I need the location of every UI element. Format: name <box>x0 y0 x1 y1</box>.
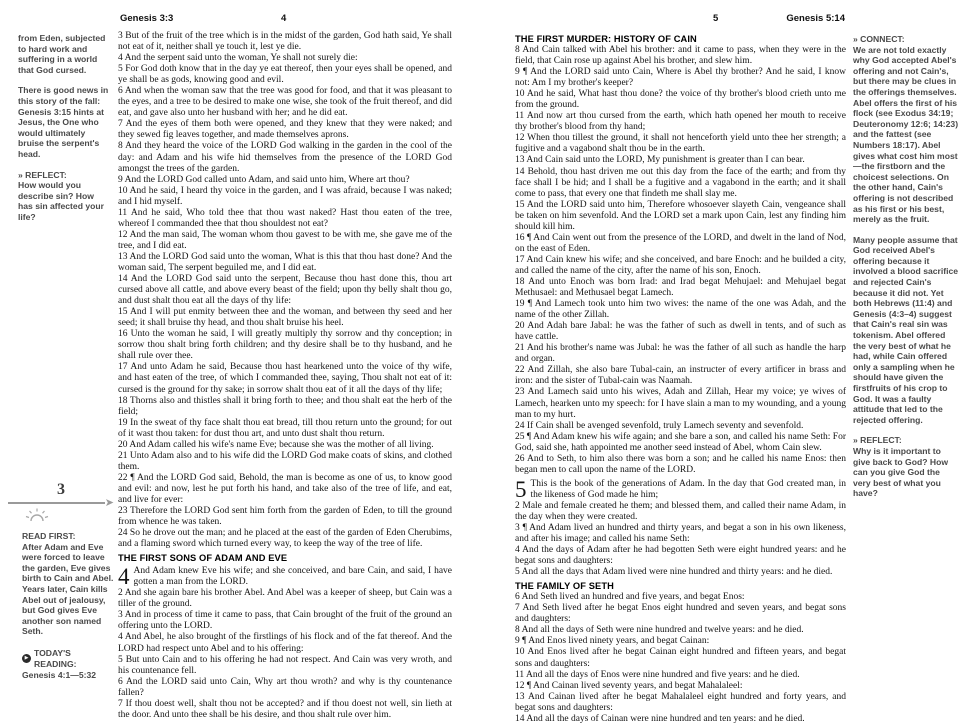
verse: 4 And the serpent said unto the woman, Ye shall not surely die: <box>118 53 358 64</box>
verse: 21 Unto Adam also and to his wife did the LORD God make coats of skins, and clothed them. <box>118 450 452 472</box>
verse: 18 And unto Enoch was born Irad: and Irad begat Mehujael: and Mehujael begat Methusael: and Methusael begat Lamech. <box>515 276 846 299</box>
verse: 10 And he said, What hast thou done? the voice of thy brother's blood crieth unto me from the ground. <box>515 89 846 111</box>
verse: 11 And he said, Who told thee that thou wast naked? Hast thou eaten of the tree, whereof I commanded thee that thou shouldest not eat? <box>118 207 452 229</box>
margin-note: Why is it important to give back to God? How can you give God the very best of what you have? <box>853 445 949 499</box>
verse: 2 And she again bare his brother Abel. And Abel was a keeper of sheep, but Cain was a tiller of the ground. <box>118 588 452 610</box>
verse: 7 And Seth lived after he begat Enos eight hundred and seven years, and begat sons and daughters: <box>515 603 846 625</box>
reading-day-marker <box>8 481 114 509</box>
verse: 23 And Lamech said unto his wives, Adah and Zillah, Hear my voice; ye wives of Lamech, hearken unto my speech: for I have slain a man to my wounding, and a young man to my hurt. <box>515 387 846 420</box>
margin-note: from Eden, subjected to hard work and suffering in a world that God cursed. <box>18 33 106 75</box>
todays-reading-row <box>22 647 114 669</box>
sunrise-icon <box>24 508 50 522</box>
left-margin-notes <box>18 33 110 233</box>
margin-note: Many people assume that God received Abel's offering because it involved a blood sacrifice and rejected Cain's because it did not. Yet both Hebrews (11:4) and Genesis (4:3–4) suggest that Cain's real sin was tokenism. Abel offered the very best of what he had, while Cain offered only a sampling when he should have given the firstfruits of his crop to God. It was a faulty attitude that led to the rejected offering. <box>853 234 959 425</box>
verse: 10 And Enos lived after he begat Cainan eight hundred and fifteen years, and begat sons and daughters: <box>515 647 846 669</box>
verse: 6 And Seth lived an hundred and five years, and begat Enos: <box>515 592 745 603</box>
verse: 16 ¶ And Cain went out from the presence of the LORD, and dwelt in the land of Nod, on the east of Eden. <box>515 232 846 254</box>
verse: 15 And the LORD said unto him, Therefore whosoever slayeth Cain, vengeance shall be taken on him sevenfold. And the LORD set a mark upon Cain, lest any finding him should kill him. <box>515 199 846 232</box>
verse: 18 Thorns also and thistles shall it bring forth to thee; and thou shalt eat the herb of the field; <box>118 395 452 417</box>
verse: 11 And now art thou cursed from the earth, which hath opened her mouth to receive thy brother's blood from thy hand; <box>515 111 846 133</box>
margin-note-heading: » CONNECT: <box>853 34 905 44</box>
verse: 12 ¶ And Cainan lived seventy years, and begat Mahalaleel: <box>515 680 743 691</box>
verse: 5 But unto Cain and to his offering he had not respect. And Cain was very wroth, and his countenance fell. <box>118 654 452 676</box>
verse: 7 And the eyes of them both were opened, and they knew that they were naked; and they sewed fig leaves together, and made themselves aprons. <box>118 119 452 141</box>
left-scripture-column <box>118 31 452 721</box>
verse: 5 For God doth know that in the day ye eat thereof, then your eyes shall be opened, and ye shall be as gods, knowing good and evil. <box>118 64 452 86</box>
verse: 25 ¶ And Adam knew his wife again; and she bare a son, and called his name Seth: For God, said she, hath appointed me another seed instead of Abel, whom Cain slew. <box>515 431 846 453</box>
verse: 8 And all the days of Seth were nine hundred and twelve years: and he died. <box>515 625 804 636</box>
right-page-header-reference: Genesis 5:14 <box>786 13 845 24</box>
right-page-number: 5 <box>713 13 719 24</box>
divider-line <box>8 502 105 504</box>
left-page-header-reference: Genesis 3:3 <box>120 13 174 24</box>
verse: 2 Male and female created he them; and blessed them, and called their name Adam, in the day when they were created. <box>515 500 846 522</box>
play-circle-icon: ▶ <box>22 654 31 663</box>
verse: 22 ¶ And the LORD God said, Behold, the man is become as one of us, to know good and evil: and now, lest he put forth his hand, and take also of the tree of life, and eat, and live for ever: <box>118 472 452 505</box>
left-page-number: 4 <box>281 13 287 24</box>
arrow-right-icon: ➤ <box>104 496 114 509</box>
section-heading: THE FIRST MURDER: HISTORY OF CAIN <box>515 34 697 44</box>
todays-reading-label: TODAY'S READING: <box>34 647 77 669</box>
reading-day-rule <box>8 496 114 509</box>
chapter-number: 4 <box>118 564 130 590</box>
verse: 21 And his brother's name was Jubal: he was the father of all such as handle the harp and organ. <box>515 343 846 365</box>
read-first-text: After Adam and Eve were forced to leave the garden, Eve gives birth to Cain and Abel. Years later, Cain kills Abel out of jealousy, but God gives Eve another son named Seth. <box>22 541 114 637</box>
section-heading: THE FAMILY OF SETH <box>515 581 614 592</box>
verse: 24 So he drove out the man; and he placed at the east of the garden of Eden Cherubims, and a flaming sword which turned every way, to keep the way of the tree of life. <box>118 528 452 550</box>
verse: 4 And Abel, he also brought of the firstlings of his flock and of the fat thereof. And the LORD had respect unto Abel and to his offering: <box>118 632 452 654</box>
margin-note: We are not told exactly why God accepted Abel's offering and not Cain's, but there may be clues in the offerings themselves. Abel offers the first of his flock (see Exodus 34:19; Deuteronomy 12:6; 14:23) and the fattest (see Numbers 18:17). Abel gives what cost him most—the firstborn and the choicest selections. On the other hand, Cain's offering is not described as his first or his best, merely as the fruit. <box>853 44 959 225</box>
verse: 7 If thou doest well, shalt thou not be accepted? and if thou doest not well, sin lieth at the door. And unto thee shall be his desire, and thou shalt rule over him. <box>118 698 452 720</box>
verse: 19 In the sweat of thy face shalt thou eat bread, till thou return unto the ground; for out of it wast thou taken: for dust thou art, and unto dust shalt thou return. <box>118 417 452 439</box>
chapter-start: 5 This is the book of the generations of Adam. In the day that God created man, in the likeness of God made he him; <box>515 476 846 502</box>
margin-note: How would you describe sin? How has sin affected your life? <box>18 180 104 222</box>
verse: 3 And in process of time it came to pass, that Cain brought of the fruit of the ground an offering unto the LORD. <box>118 610 452 632</box>
margin-note: There is good news in this story of the fall: Genesis 3:15 hints at Jesus, the One who would ultimately bruise the serpent's head. <box>18 85 109 159</box>
verse: 14 And all the days of Cainan were nine hundred and ten years: and he died. <box>515 713 805 724</box>
verse: 9 And the LORD God called unto Adam, and said unto him, Where art thou? <box>118 174 410 185</box>
verse: 13 And the LORD God said unto the woman, What is this that thou hast done? And the woman said, The serpent beguiled me, and I did eat. <box>118 251 452 273</box>
verse: 17 And Cain knew his wife; and she conceived, and bare Enoch: and he builded a city, and called the name of the city, after the name of his son, Enoch. <box>515 254 846 276</box>
verse: 22 And Zillah, she also bare Tubal-cain, an instructer of every artificer in brass and iron: and the sister of Tubal-cain was Naamah. <box>515 365 846 387</box>
verse: 3 ¶ And Adam lived an hundred and thirty years, and begat a son in his own likeness, and after his image; and called his name Seth: <box>515 523 846 545</box>
verse: 15 And I will put enmity between thee and the woman, and between thy seed and her seed; it shall bruise thy head, and thou shalt bruise his heel. <box>118 307 452 329</box>
margin-note-heading: » REFLECT: <box>853 435 902 446</box>
verse: 6 And when the woman saw that the tree was good for food, and that it was pleasant to the eyes, and a tree to be desired to make one wise, she took of the fruit thereof, and did eat, and gave also unto her husband with her; and he did eat. <box>118 86 452 119</box>
verse: 4 And the days of Adam after he had begotten Seth were eight hundred years: and he begat sons and daughters: <box>515 545 846 567</box>
verse: 19 ¶ And Lamech took unto him two wives: the name of the one was Adah, and the name of the other Zillah. <box>515 299 846 321</box>
read-first-block <box>22 530 114 681</box>
verse: 16 Unto the woman he said, I will greatly multiply thy sorrow and thy conception; in sorrow thou shalt bring forth children; and thy desire shall be to thy husband, and he shall rule over thee. <box>118 329 452 362</box>
section-heading: THE FIRST SONS OF ADAM AND EVE <box>118 553 288 564</box>
verse: 12 When thou tillest the ground, it shall not henceforth yield unto thee her strength; a fugitive and a vagabond shalt thou be in the earth. <box>515 133 846 155</box>
verse: 17 And unto Adam he said, Because thou hast hearkened unto the voice of thy wife, and hast eaten of the tree, of which I commanded thee, saying, Thou shalt not eat of it: cursed is the ground for thy sake; in sorrow shalt thou eat of it all the days of thy life; <box>118 362 452 395</box>
right-scripture-column <box>515 31 846 725</box>
verse: 9 ¶ And Enos lived ninety years, and begat Cainan: <box>515 636 710 647</box>
right-margin-notes <box>853 33 959 509</box>
verse: 26 And to Seth, to him also there was born a son; and he called his name Enos: then began men to call upon the name of the LORD. <box>515 453 846 475</box>
verse: 9 ¶ And the LORD said unto Cain, Where is Abel thy brother? And he said, I know not: Am I my brother's keeper? <box>515 67 846 89</box>
todays-reading-reference: Genesis 4:1—5:32 <box>22 670 97 681</box>
verse: 11 And all the days of Enos were nine hundred and five years: and he died. <box>515 669 800 680</box>
margin-note-heading: » REFLECT: <box>18 169 67 180</box>
verse: 20 And Adam called his wife's name Eve; because she was the mother of all living. <box>118 439 434 450</box>
verse: 10 And he said, I heard thy voice in the garden, and I was afraid, because I was naked; and I hid myself. <box>118 185 452 207</box>
chapter-start: 4 And Adam knew Eve his wife; and she conceived, and bare Cain, and said, I have gotten a man from the LORD. <box>118 564 452 590</box>
read-first-heading: READ FIRST: <box>22 531 76 541</box>
verse: 8 And they heard the voice of the LORD God walking in the garden in the cool of the day: and Adam and his wife hid themselves from the presence of the LORD God amongst the trees of the garden. <box>118 141 452 174</box>
verse: 14 Behold, thou hast driven me out this day from the face of the earth; and from thy face shall I be hid; and I shall be a fugitive and a vagabond in the earth; and it shall come to pass, that every one that findeth me shall slay me. <box>515 166 846 199</box>
verse: 3 But of the fruit of the tree which is in the midst of the garden, God hath said, Ye shall not eat of it, neither shall ye touch it, lest ye die. <box>118 31 452 53</box>
verse: 14 And the LORD God said unto the serpent, Because thou hast done this, thou art cursed above all cattle, and above every beast of the field; upon thy belly shalt thou go, and dust shalt thou eat all the days of thy life: <box>118 274 452 307</box>
verse: 5 And all the days that Adam lived were nine hundred and thirty years: and he died. <box>515 567 833 578</box>
verse: 12 And the man said, The woman whom thou gavest to be with me, she gave me of the tree, and I did eat. <box>118 229 452 251</box>
chapter-number: 5 <box>515 476 527 502</box>
verse: 23 Therefore the LORD God sent him forth from the garden of Eden, to till the ground from whence he was taken. <box>118 506 452 528</box>
verse: 13 And Cain said unto the LORD, My punishment is greater than I can bear. <box>515 155 805 166</box>
verse: 13 And Cainan lived after he begat Mahalaleel eight hundred and forty years, and begat sons and daughters: <box>515 691 846 713</box>
verse: 24 If Cain shall be avenged sevenfold, truly Lamech seventy and sevenfold. <box>515 420 804 431</box>
verse: 6 And the LORD said unto Cain, Why art thou wroth? and why is thy countenance fallen? <box>118 676 452 698</box>
verse: 20 And Adah bare Jabal: he was the father of such as dwell in tents, and of such as have cattle. <box>515 321 846 343</box>
verse: 8 And Cain talked with Abel his brother: and it came to pass, when they were in the field, that Cain rose up against Abel his brother, and slew him. <box>515 45 846 67</box>
reading-day-number: 3 <box>57 481 65 498</box>
